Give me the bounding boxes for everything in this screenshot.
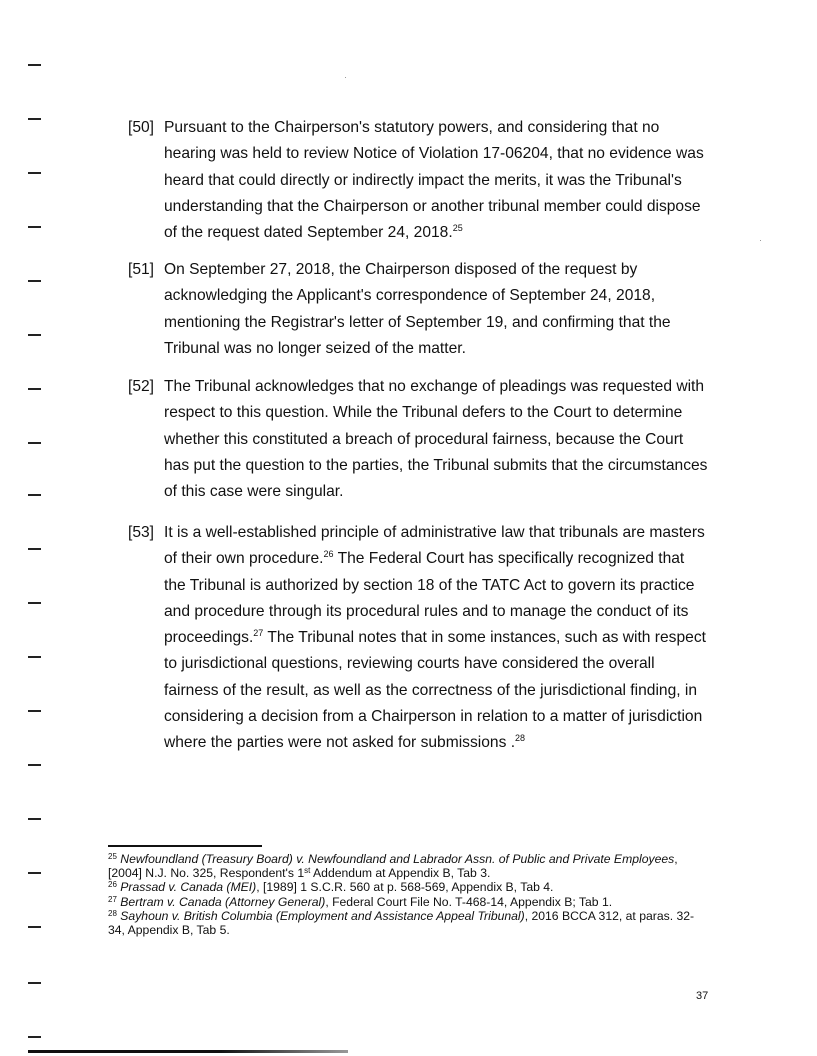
margin-mark [28, 118, 41, 120]
margin-mark [28, 280, 41, 282]
margin-mark [28, 710, 41, 712]
margin-mark [28, 64, 41, 66]
paragraph-text: Pursuant to the Chairperson's statutory powers, and considering that no hearing was held to review Notice of Violation 17-06204, that no evidence was heard that could directly or indirectly impact the merits, it was the Tribunal's understanding that the Chairperson or another tribunal member could dispose of the request dated September 24, 2018.25 [164, 119, 704, 242]
paragraph-text: On September 27, 2018, the Chairperson disposed of the request by acknowledging the Applicant's correspondence of September 24, 2018, mentioning the Registrar's letter of September 19, and confirming that the Tribunal was no longer seized of the matter. [164, 261, 671, 357]
paragraph-number: [51] [128, 261, 155, 278]
footnote-ref[interactable]: 25 [452, 223, 463, 234]
footnote-25: $^{25}$ Newfoundland (Treasury Board) v. Newfoundland and Labrador Assn. of Public and Private Employees, [2004] N.J. No. 325, Respondent's 1st Addendum at Appendix B, Tab 3. [108, 852, 678, 881]
footnote-separator [108, 845, 262, 847]
margin-mark [28, 388, 41, 390]
margin-mark [28, 764, 41, 766]
scan-speck [345, 77, 346, 78]
footnotes [108, 852, 708, 937]
margin-mark [28, 334, 41, 336]
paragraph-number: [52] [128, 378, 155, 395]
page-number: 37 [696, 990, 709, 1002]
paragraph-52 [128, 374, 708, 505]
scan-speck [760, 240, 761, 241]
footnote-28: $^{28}$ Sayhoun v. British Columbia (Employment and Assistance Appeal Tribunal), 2016 BCCA 312, at paras. 32-34, Appendix B, Tab 5. [108, 908, 695, 938]
scan-edge-bar [28, 1050, 348, 1053]
paragraph-50 [128, 115, 708, 246]
footnote-ref[interactable]: 26 [323, 549, 334, 560]
paragraph-number: [53] [128, 524, 155, 541]
margin-mark [28, 172, 41, 174]
paragraph-number: [50] [128, 119, 155, 136]
margin-mark [28, 442, 41, 444]
paragraph-text: It is a well-established principle of administrative law that tribunals are masters of their own procedure.$^{26}$ The Federal Court has specifically recognized that the Tribunal is authorized by section 18 of the TATC Act to govern its practice and procedure through its procedural rules and to manage the conduct of its proceedings.$^{27}$ The Tribunal notes that in some instances, such as with respect to jurisdictional questions, reviewing courts have considered the overall fairness of the result, as well as the correctness of the jurisdictional finding, in considering a decision from a Chairperson in relation to a matter of jurisdiction where the parties were not asked for submissions .$^{28}$ [164, 524, 706, 752]
margin-mark [28, 656, 41, 658]
footnote-27: $^{27}$ Bertram v. Canada (Attorney General), Federal Court File No. T-468-14, Appendix B; Tab 1. [108, 894, 613, 909]
footnote-ref[interactable]: 27 [253, 628, 264, 639]
footnote-26: $^{26}$ Prassad v. Canada (MEI), [1989] 1 S.C.R. 560 at p. 568-569, Appendix B, Tab 4. [108, 880, 554, 895]
paragraph-51 [128, 257, 708, 362]
margin-mark [28, 926, 41, 928]
margin-mark [28, 494, 41, 496]
margin-mark [28, 226, 41, 228]
paragraph-53 [128, 520, 708, 757]
margin-mark [28, 818, 41, 820]
margin-mark [28, 982, 41, 984]
margin-mark [28, 548, 41, 550]
margin-mark [28, 872, 41, 874]
paragraph-text: The Tribunal acknowledges that no exchange of pleadings was requested with respect to this question. While the Tribunal defers to the Court to determine whether this constituted a breach of procedural fairness, because the Court has put the question to the parties, the Tribunal submits that the circumstances of this case were singular. [164, 378, 708, 501]
margin-mark [28, 602, 41, 604]
margin-mark [28, 1036, 41, 1038]
footnote-ref[interactable]: 28 [515, 733, 526, 744]
